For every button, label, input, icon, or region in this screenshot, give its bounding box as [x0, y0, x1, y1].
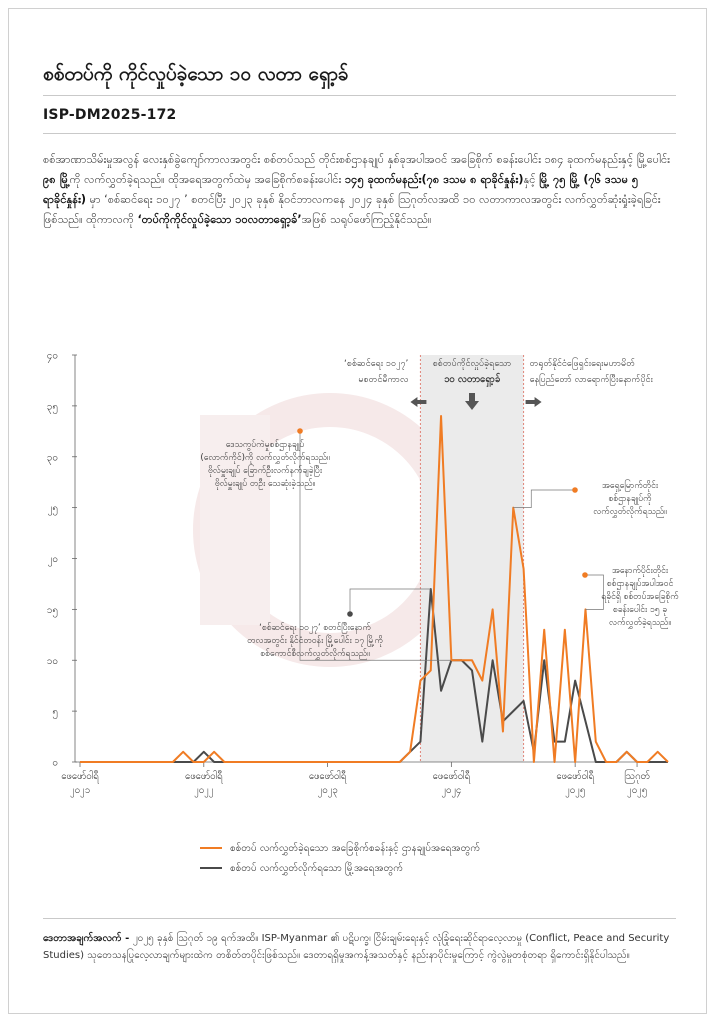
annotation-text: စခန်းပေါင်း ၁၅ ခု — [612, 605, 668, 615]
annotation-text: စစ်ဌာနချုပ်အပါအဝင် — [606, 579, 674, 589]
code-divider — [43, 133, 676, 134]
annotation-text: လက်လွှတ်လိုက်ရသည်။ — [593, 507, 667, 517]
after-label-line1: တရုတ်နိုင်ငံဖြေရှင်းရေးမဟာမိတ် — [529, 359, 635, 369]
annotation-text: ဒေသကွပ်ကဲမှုစစ်ဌာနချုပ် — [225, 440, 305, 450]
title-divider — [43, 95, 676, 96]
footnote-divider — [43, 918, 676, 919]
x-tick-label: ဖေဖော်ဝါရီ — [185, 771, 223, 782]
intro-paragraph: စစ်အာဏာသိမ်းမှုအလွန် လေးနှစ်ခွဲကျော်ကာလအတွင်း စစ်တပ်သည် တိုင်းစစ်ဌာနချုပ် နှစ်ခုအပါအဝင် အခြေစိုက် စခန်းပေါင်း ၁၈၄ ခုထက်မနည်းနှင့် မြို့ပေါင်း ၉၈ မြို့ကို လက်လွှတ်ခဲ့ရသည်။ ထိုအရေအတွက်ထဲမှ အခြေစိုက်စခန်းပေါင်း ၁၄၅ ခုထက်မနည်း(၇၈ ဒသမ ၈ ရာခိုင်နှုန်း)နှင့် မြို့ ၇၅ မြို့ (၇၆ ဒသမ ၅ ရာခိုင်နှုန်း) မှာ ‘စစ်ဆင်ရေး ၁၀၂၇ ’ စတင်ပြီး ၂၀၂၃ ခုနှစ် နိုဝင်ဘာလကနေ ၂၀၂၄ ခုနှစ် ဩဂုတ်လအထိ ၁၀ လတာကာလအတွင်း လက်လွှတ်ဆုံးရှုံးခဲ့ရခြင်းဖြစ်သည်။ ထိုကာလကို ‘တပ်ကိုကိုင်လှုပ်ခဲ့သော ၁၀လတာရှော့ခ်’အဖြစ် သရုပ်ဖော်ကြည့်နိုင်သည်။ — [43, 153, 671, 226]
x-tick-year: ၂၀၂၃ — [317, 785, 338, 796]
x-tick-year: ၂၀၂၄ — [441, 785, 462, 796]
x-tick-label: ဖေဖော်ဝါရီ — [61, 771, 99, 782]
shade-label-line2: ၁၀ လတာရှော့ခ် — [443, 374, 501, 385]
y-tick-label: ၀ — [52, 757, 58, 769]
footnote: ဒေတာအချက်အလက် - ၂၀၂၅ ခုနှစ် ဩဂုတ် ၁၉ ရက်အထိ။ ISP-Myanmar ၏ ပဋိပက္ခ၊ ငြိမ်းချမ်းရေးနှင့် လုံခြုံရေးဆိုင်ရာလေ့လာမှု (Conflict, Peace and Security Studies) သုတေသနပြုလေ့လာချက်များထဲက တစိတ်တပိုင်းဖြစ်သည်။ ဒေတာရရှိမှုအကန့်အသတ်နှင့် နည်းနာပိုင်းမှုကြောင့် ကွဲလွဲမှုတစုံတရာ ရှိကောင်းရှိနိုင်ပါသည်။ — [43, 933, 670, 961]
annotation-dot — [572, 487, 578, 493]
legend-swatch-dark — [200, 867, 222, 870]
series-line-towns — [80, 589, 668, 762]
y-tick-label: ၂၅ — [47, 503, 58, 515]
x-tick-year: ၂၀၂၂ — [194, 785, 214, 796]
legend-label-bases: စစ်တပ် လက်လွှတ်ခဲ့ရသော အခြေစိုက်စခန်းနှင့် ဌာနချုပ်အရေအတွက် — [230, 842, 481, 854]
chart-legend — [200, 838, 480, 878]
lost-bases-towns-chart — [0, 335, 717, 815]
y-tick-label: ၃၅ — [46, 401, 58, 413]
document-code: ISP-DM2025-172 — [43, 107, 177, 123]
annotation-text: (လောက်ကိုင်)ကို လက်လွှတ်လိုက်ရသည်။ — [200, 453, 330, 463]
annotation-text: ဗိုလ်မှူးချုပ် တဦး သေဆုံးခဲ့သည်။ — [214, 479, 316, 489]
y-tick-label: ၁၅ — [46, 604, 58, 616]
annotation-text: ‘စစ်ဆင်ရေး ၁၀၂၇’ စတင်ပြီးနောက် — [259, 623, 371, 633]
x-tick-year: ၂၀၂၅ — [627, 785, 648, 796]
annotation-dot — [347, 611, 353, 617]
annotation-dot — [582, 572, 588, 578]
shade-label-line1: စစ်တပ်ကိုင်လှုပ်ခဲ့ရသော — [432, 359, 512, 369]
legend-item-towns — [200, 858, 480, 878]
arrow-right-icon — [526, 397, 542, 407]
y-tick-label: ၅ — [52, 706, 58, 718]
annotation-dot — [297, 428, 303, 434]
legend-item-bases — [200, 838, 480, 858]
x-tick-label: ဖေဖော်ဝါရီ — [432, 771, 471, 782]
page-title: စစ်တပ်ကို ကိုင်လှုပ်ခဲ့သော ၁၀ လတာ ရှော့ခ် — [43, 63, 349, 85]
x-tick-year: ၂၀၂၅ — [565, 785, 586, 796]
x-tick-label: ဖေဖော်ဝါရီ — [308, 771, 347, 782]
y-tick-label: ၄၀ — [46, 350, 58, 362]
annotation-text: ဗိုလ်မှူးချုပ် ခြောက်ဦးလက်နက်ချခဲ့ပြီး — [208, 466, 322, 476]
legend-swatch-orange — [200, 847, 222, 850]
legend-label-towns: စစ်တပ် လက်လွှတ်လိုက်ရသော မြို့အရေအတွက် — [230, 862, 404, 874]
annotation-text: စစ်ဌာနချုပ်ကို — [608, 494, 652, 504]
before-label-line2: မစတင်မီကာလ — [358, 375, 409, 385]
annotation-text: တလအတွင်း နိုင်ငံတဝန်း မြို့ပေါင်း ၁၇ မြို့ကို — [247, 636, 383, 646]
before-label-line1: ‘စစ်ဆင်ရေး ၁၀၂၇’ — [344, 359, 409, 369]
y-tick-label: ၃၀ — [46, 452, 58, 464]
x-tick-label: ဩဂုတ် — [624, 771, 650, 782]
after-label-line2: နေပြည်တော် လာရောက်ပြီးနောက်ပိုင်း — [529, 375, 653, 385]
annotation-text: လက်လွှတ်ခဲ့ရသည်။ — [609, 618, 671, 628]
annotation-text: စစ်ကောင်စီလက်လွှတ်လိုက်ရသည်။ — [260, 649, 370, 659]
annotation-text: အရှေ့မြောက်တိုင်း — [601, 481, 659, 491]
x-tick-label: ဖေဖော်ဝါရီ — [556, 771, 594, 782]
y-tick-label: ၂၀ — [47, 554, 58, 565]
y-tick-label: ၁၀ — [46, 655, 58, 667]
annotation-text: အနောက်ပိုင်းတိုင်း — [611, 566, 669, 576]
annotation-text: ရခိုင်ရှိ စစ်တပ်အခြေစိုက် — [601, 592, 679, 602]
x-tick-year: ၂၀၂၁ — [69, 785, 91, 796]
